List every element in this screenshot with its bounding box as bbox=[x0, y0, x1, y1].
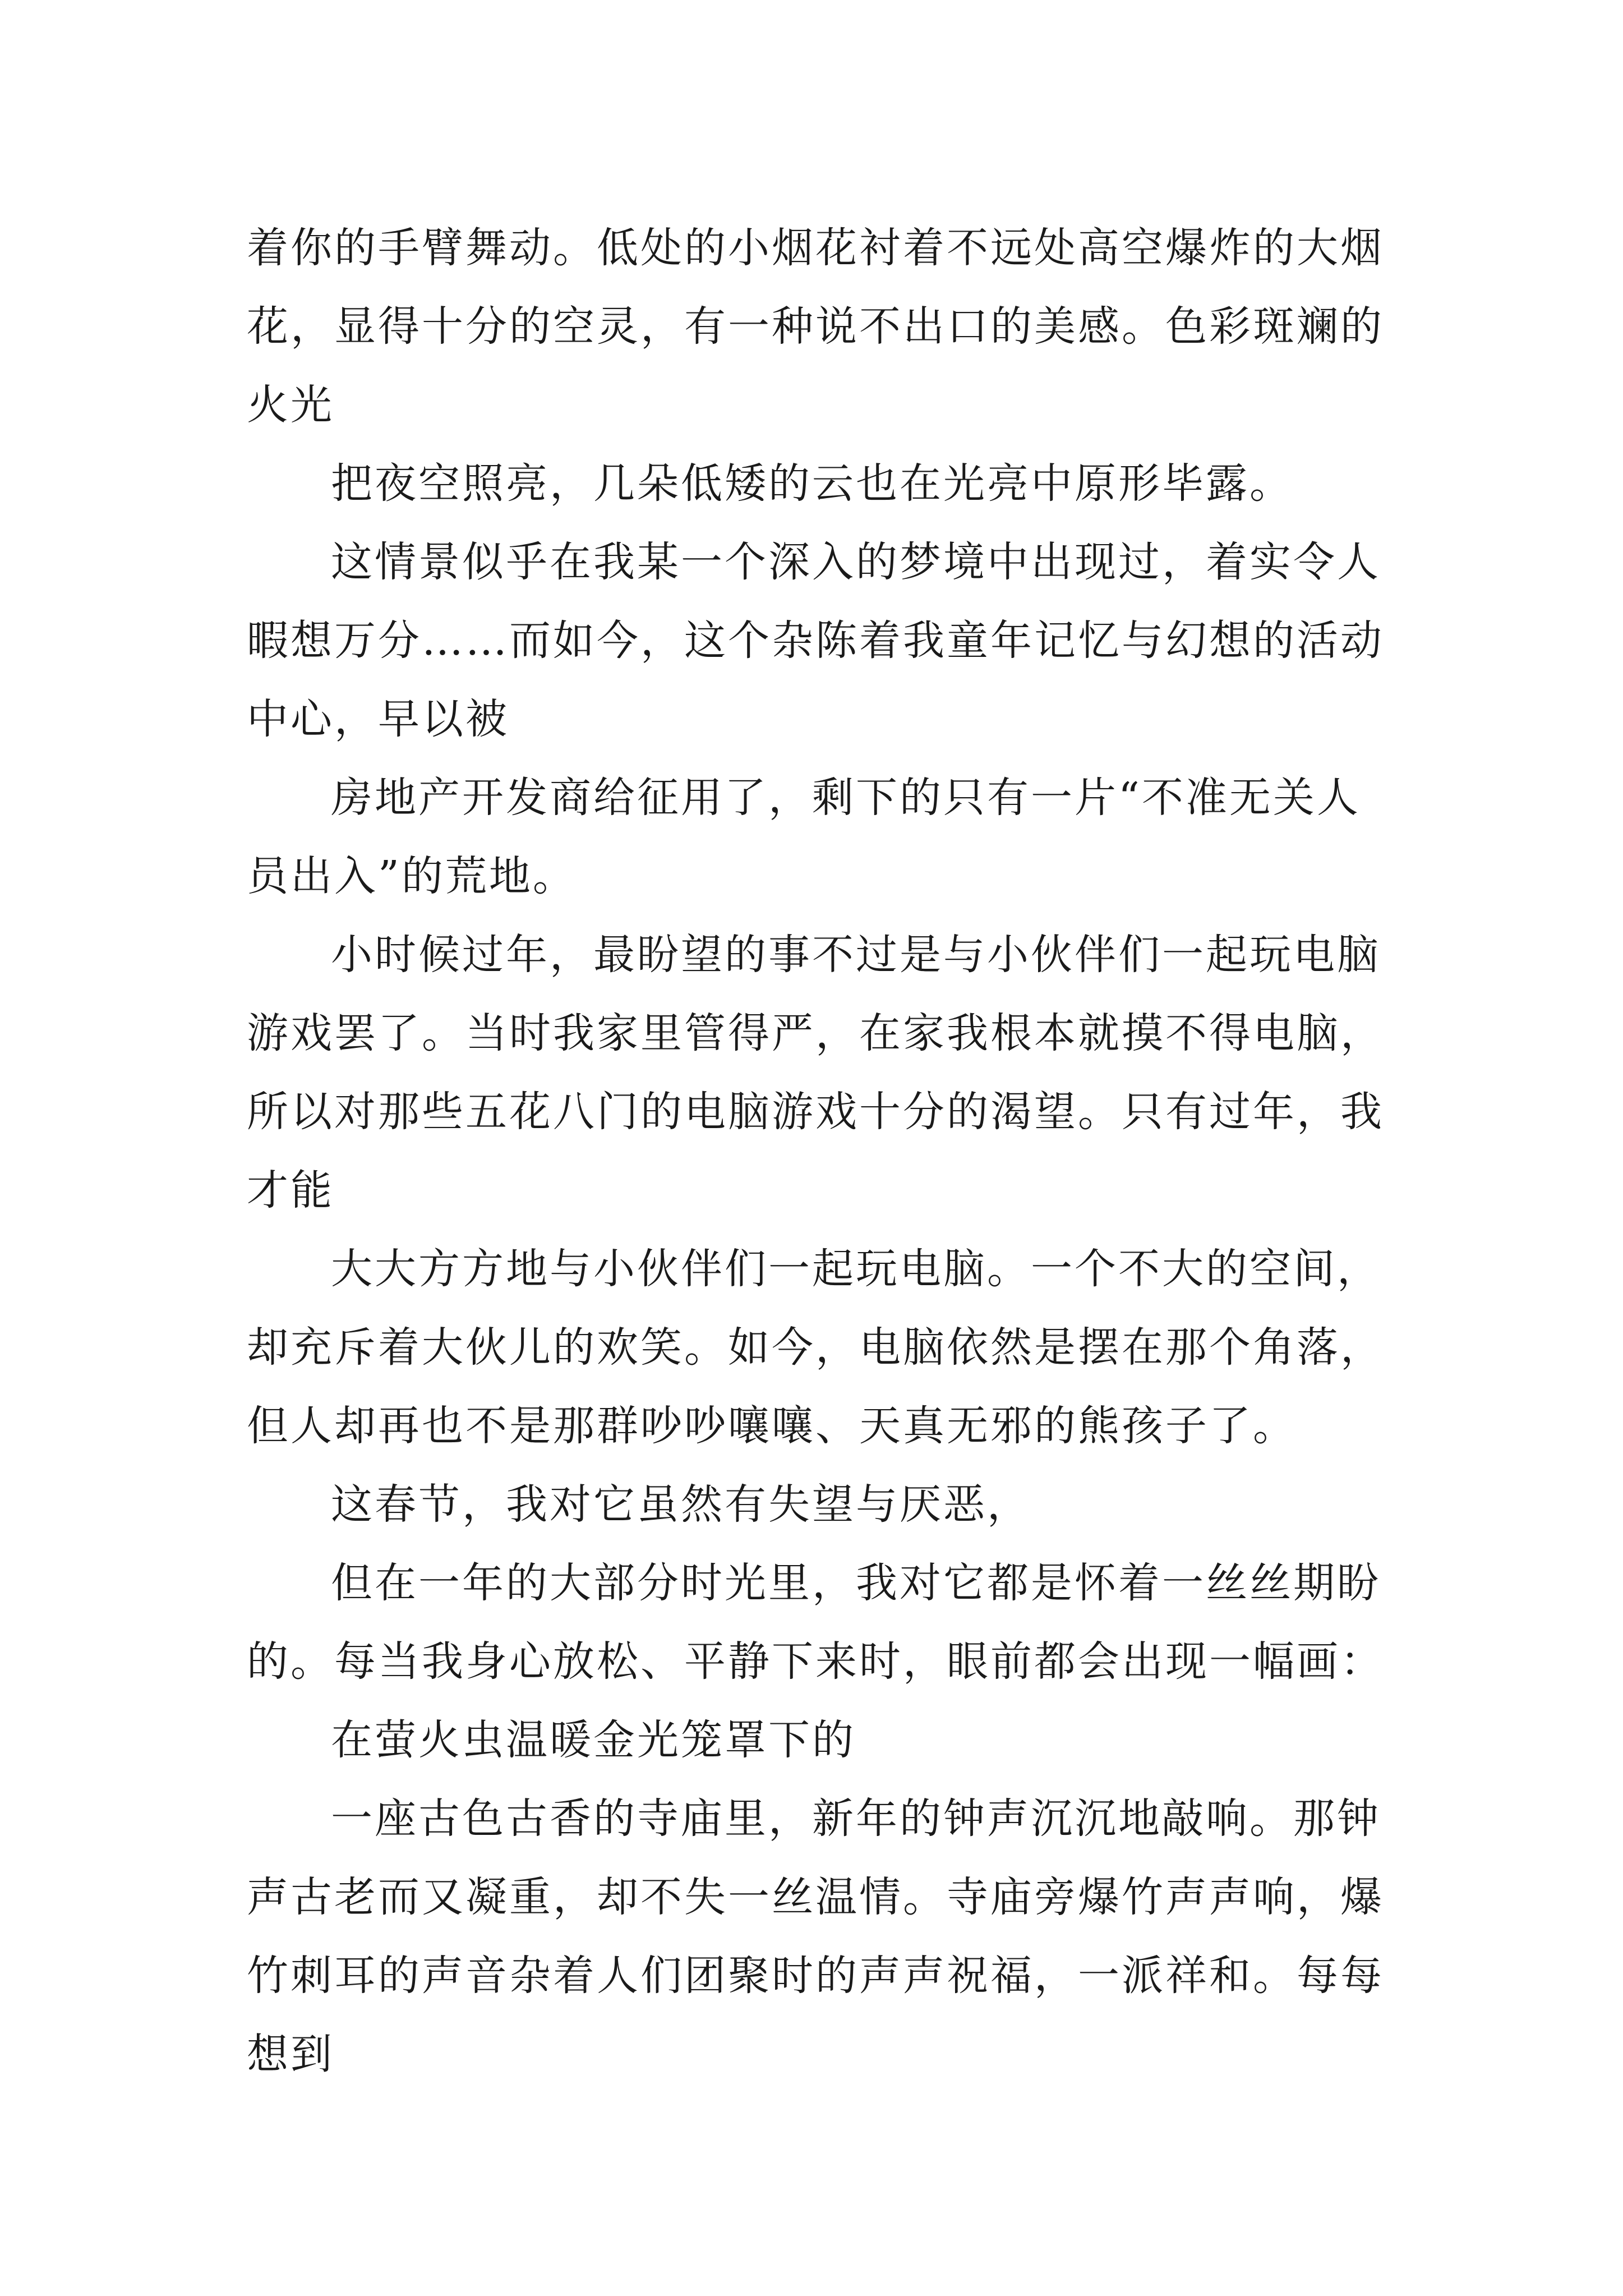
text-line: 员出入”的荒地。 bbox=[247, 852, 577, 900]
text-line: 大大方方地与小伙伴们一起玩电脑。一个不大的空间， bbox=[331, 1245, 1381, 1293]
text-line: 但人却再也不是那群吵吵嚷嚷、天真无邪的熊孩子了。 bbox=[247, 1402, 1297, 1450]
text-line: 房地产开发商给征用了，剩下的只有一片“不准无关人 bbox=[331, 774, 1361, 822]
text-line: 在萤火虫温暖金光笼罩下的 bbox=[331, 1716, 856, 1764]
text-line: 这春节，我对它虽然有失望与厌恶， bbox=[331, 1480, 1031, 1529]
text-line: 的。每当我身心放松、平静下来时，眼前都会出现一幅画： bbox=[247, 1637, 1384, 1686]
text-line: 但在一年的大部分时光里，我对它都是怀着一丝丝期盼 bbox=[331, 1559, 1381, 1607]
text-line: 声古老而又凝重，却不失一丝温情。寺庙旁爆竹声声响，爆 bbox=[247, 1873, 1384, 1921]
text-line: 小时候过年，最盼望的事不过是与小伙伴们一起玩电脑 bbox=[331, 931, 1381, 979]
text-line: 着你的手臂舞动。低处的小烟花衬着不远处高空爆炸的大烟 bbox=[247, 224, 1384, 272]
document-body bbox=[247, 209, 1385, 2093]
text-line: 把夜空照亮，几朵低矮的云也在光亮中原形毕露。 bbox=[331, 459, 1293, 508]
text-line: 才能 bbox=[247, 1166, 334, 1214]
text-line: 火光 bbox=[247, 381, 334, 429]
text-line: 这情景似乎在我某一个深入的梦境中出现过，着实令人 bbox=[331, 538, 1381, 586]
text-line: 却充斥着大伙儿的欢笑。如今，电脑依然是摆在那个角落， bbox=[247, 1323, 1384, 1372]
text-line: 所以对那些五花八门的电脑游戏十分的渴望。只有过年，我 bbox=[247, 1088, 1384, 1136]
text-line: 竹刺耳的声音杂着人们团聚时的声声祝福，一派祥和。每每 bbox=[247, 1952, 1384, 2000]
text-line: 花，显得十分的空灵，有一种说不出口的美感。色彩斑斓的 bbox=[247, 302, 1384, 351]
text-line: 想到 bbox=[247, 2030, 334, 2078]
text-line: 中心，早以被 bbox=[247, 695, 509, 743]
text-line: 游戏罢了。当时我家里管得严，在家我根本就摸不得电脑， bbox=[247, 1009, 1384, 1057]
text-line: 暇想万分……而如今，这个杂陈着我童年记忆与幻想的活动 bbox=[247, 616, 1384, 665]
text-line: 一座古色古香的寺庙里，新年的钟声沉沉地敲响。那钟 bbox=[331, 1795, 1381, 1843]
